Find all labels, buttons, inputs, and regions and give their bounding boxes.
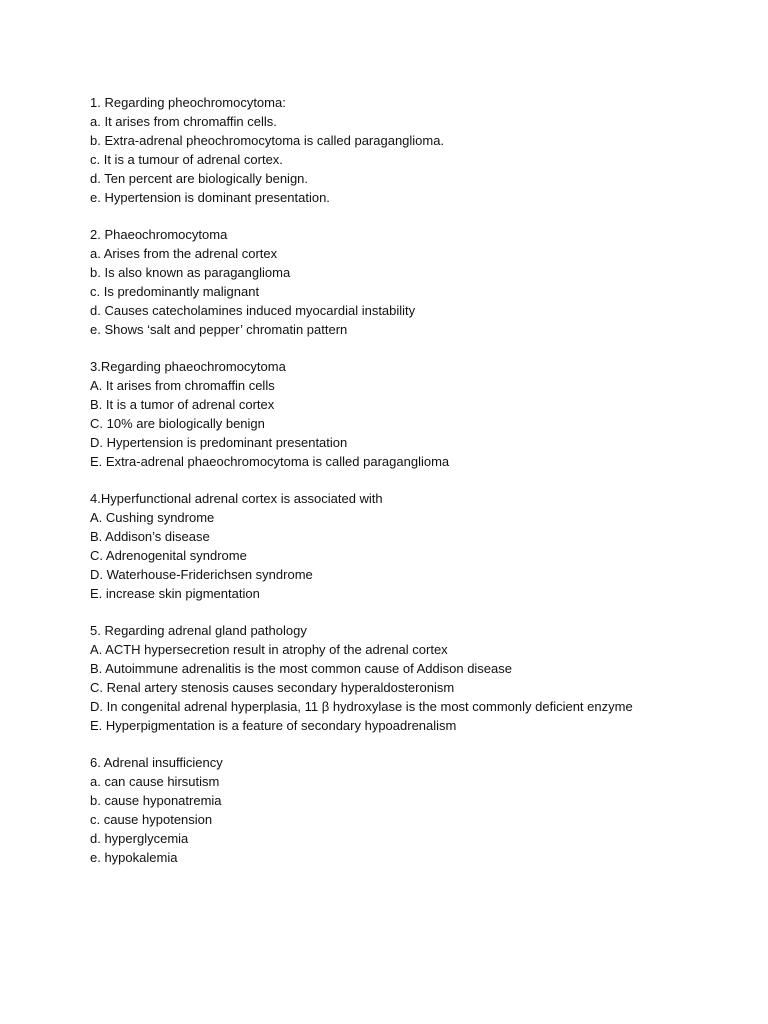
- question-option: B. Addison’s disease: [90, 529, 210, 544]
- question-title: 1. Regarding pheochromocytoma:: [90, 95, 286, 110]
- question-5: [90, 621, 730, 735]
- question-option: b. Extra-adrenal pheochromocytoma is called paraganglioma.: [90, 133, 445, 148]
- question-title: 6. Adrenal insufficiency: [90, 755, 223, 770]
- question-option: d. hyperglycemia: [90, 831, 189, 846]
- question-option: E. Extra-adrenal phaeochromocytoma is called paraganglioma: [90, 454, 450, 469]
- question-option: B. It is a tumor of adrenal cortex: [90, 397, 275, 412]
- question-title: 4.Hyperfunctional adrenal cortex is associated with: [90, 491, 383, 506]
- question-option: D. Hypertension is predominant presentation: [90, 435, 348, 450]
- question-option: C. Renal artery stenosis causes secondary hyperaldosteronism: [90, 680, 455, 695]
- question-option: e. Shows ‘salt and pepper’ chromatin pattern: [90, 322, 348, 337]
- question-title: 5. Regarding adrenal gland pathology: [90, 623, 307, 638]
- question-option: b. Is also known as paraganglioma: [90, 265, 291, 280]
- question-option: d. Ten percent are biologically benign.: [90, 171, 309, 186]
- question-3: [90, 357, 730, 471]
- question-option: c. Is predominantly malignant: [90, 284, 260, 299]
- question-option: E. Hyperpigmentation is a feature of secondary hypoadrenalism: [90, 718, 457, 733]
- question-option: A. ACTH hypersecretion result in atrophy of the adrenal cortex: [90, 642, 448, 657]
- question-option: c. It is a tumour of adrenal cortex.: [90, 152, 283, 167]
- question-option: E. increase skin pigmentation: [90, 586, 260, 601]
- question-option: D. Waterhouse-Friderichsen syndrome: [90, 567, 313, 582]
- question-4: [90, 489, 730, 603]
- document-content: [90, 93, 730, 885]
- question-option: D. In congenital adrenal hyperplasia, 11 β hydroxylase is the most commonly deficient enzyme: [90, 699, 633, 714]
- question-option: A. Cushing syndrome: [90, 510, 215, 525]
- question-option: A. It arises from chromaffin cells: [90, 378, 275, 393]
- question-option: C. Adrenogenital syndrome: [90, 548, 247, 563]
- question-option: B. Autoimmune adrenalitis is the most common cause of Addison disease: [90, 661, 512, 676]
- question-6: [90, 753, 730, 867]
- question-option: d. Causes catecholamines induced myocardial instability: [90, 303, 416, 318]
- question-option: e. hypokalemia: [90, 850, 178, 865]
- question-option: a. It arises from chromaffin cells.: [90, 114, 277, 129]
- question-option: c. cause hypotension: [90, 812, 213, 827]
- question-option: a. Arises from the adrenal cortex: [90, 246, 278, 261]
- question-option: C. 10% are biologically benign: [90, 416, 265, 431]
- question-title: 2. Phaeochromocytoma: [90, 227, 228, 242]
- question-option: a. can cause hirsutism: [90, 774, 220, 789]
- question-option: e. Hypertension is dominant presentation.: [90, 190, 330, 205]
- question-title: 3.Regarding phaeochromocytoma: [90, 359, 286, 374]
- question-option: b. cause hyponatremia: [90, 793, 222, 808]
- question-2: [90, 225, 730, 339]
- question-1: [90, 93, 730, 207]
